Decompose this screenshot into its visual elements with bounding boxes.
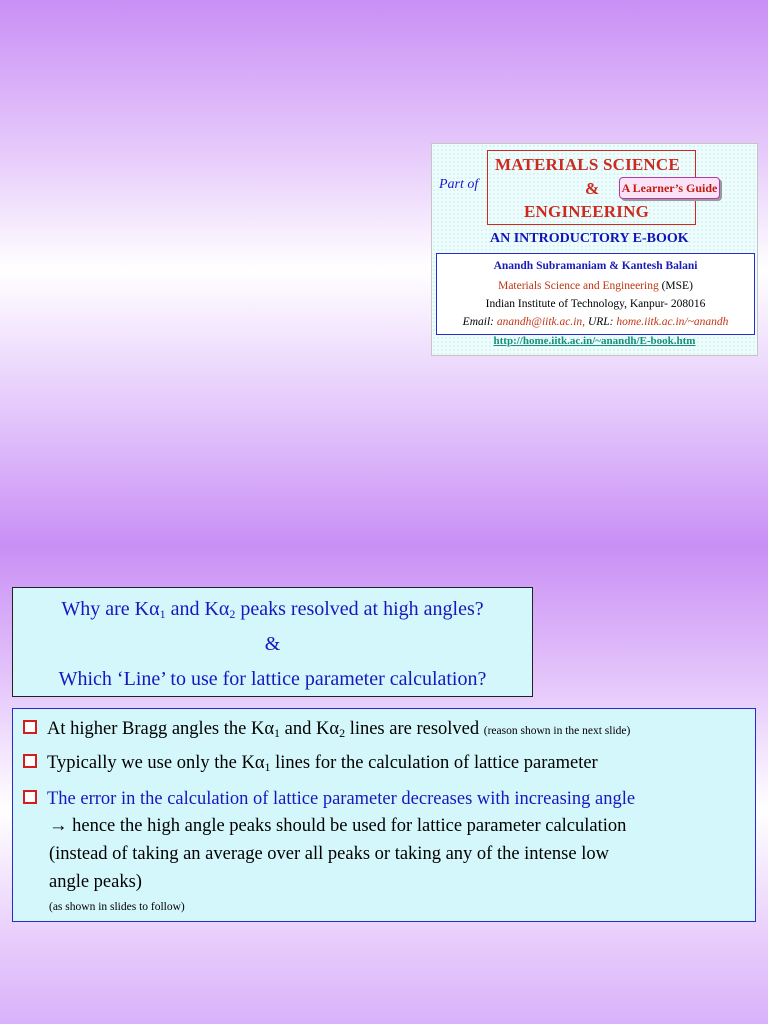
- checkbox-bullet-icon: [23, 720, 37, 734]
- subscript-2: 2: [229, 607, 236, 621]
- subscript-2: 2: [339, 726, 346, 740]
- title-line-2: ENGINEERING: [524, 202, 650, 221]
- alpha-symbol: α: [254, 753, 265, 773]
- bullet-box: [12, 708, 756, 922]
- alpha-symbol: α: [218, 598, 230, 620]
- subscript-1: 1: [159, 607, 166, 621]
- department-name: Materials Science and Engineering: [498, 280, 659, 292]
- author-info-box: [436, 253, 755, 335]
- bullet-continuation-3: angle peaks): [49, 872, 142, 892]
- bullet-text: Typically we use only the K: [47, 753, 255, 773]
- question-text: peaks resolved at high angles?: [235, 598, 484, 620]
- department-line: [437, 280, 754, 292]
- subscript-1: 1: [264, 760, 271, 774]
- bullet-text: At higher Bragg angles the K: [47, 719, 265, 739]
- alpha-symbol: α: [264, 719, 275, 739]
- bullet-item-3: [23, 789, 635, 810]
- department-abbr: (MSE): [661, 280, 693, 292]
- bullet-text: and K: [280, 719, 330, 739]
- part-of-label: Part of: [439, 177, 479, 192]
- question-line-1: [13, 598, 532, 621]
- ebook-link[interactable]: http://home.iitk.ac.in/~anandh/E-book.htm: [493, 335, 696, 347]
- subscript-1: 1: [274, 726, 281, 740]
- learners-guide-badge: A Learner’s Guide: [619, 177, 720, 199]
- contact-line: [437, 316, 754, 328]
- url-label: URL:: [587, 316, 614, 328]
- bullet-continuation-2: (instead of taking an average over all peaks or taking any of the intense low: [49, 844, 609, 864]
- question-text: Why are K: [61, 598, 150, 620]
- bullet-text: The error in the calculation of lattice parameter decreases with increasing angle: [47, 789, 636, 809]
- bullet-continuation-1: → hence the high angle peaks should be used for lattice parameter calculation: [49, 816, 627, 836]
- bullet-footnote: (as shown in slides to follow): [49, 901, 185, 913]
- checkbox-bullet-icon: [23, 754, 37, 768]
- email-address[interactable]: anandh@iitk.ac.in,: [496, 316, 586, 328]
- bullet-text: lines are resolved: [345, 719, 484, 739]
- bullet-text: lines for the calculation of lattice parameter: [270, 753, 598, 773]
- alpha-symbol: α: [329, 719, 340, 739]
- bullet-item-1: [23, 719, 630, 740]
- bullet-item-2: [23, 753, 598, 774]
- intro-ebook-label: AN INTRODUCTORY E-BOOK: [490, 231, 689, 246]
- homepage-url[interactable]: home.iitk.ac.in/~anandh: [616, 316, 729, 328]
- question-box: [12, 587, 533, 697]
- checkbox-bullet-icon: [23, 790, 37, 804]
- email-label: Email:: [462, 316, 494, 328]
- question-text: and K: [165, 598, 219, 620]
- authors-line: Anandh Subramaniam & Kantesh Balani: [493, 260, 698, 272]
- ebook-logo-card: [431, 143, 758, 356]
- slide-2: [0, 512, 768, 1024]
- bullet-note: (reason shown in the next slide): [483, 725, 631, 737]
- question-ampersand: &: [264, 633, 281, 655]
- alpha-symbol: α: [149, 598, 160, 620]
- question-line-2: Which ‘Line’ to use for lattice parameter calculation?: [58, 668, 487, 690]
- title-line-1: MATERIALS SCIENCE: [495, 155, 680, 174]
- title-ampersand: &: [585, 179, 600, 198]
- institute-line: Indian Institute of Technology, Kanpur- 208016: [485, 298, 706, 310]
